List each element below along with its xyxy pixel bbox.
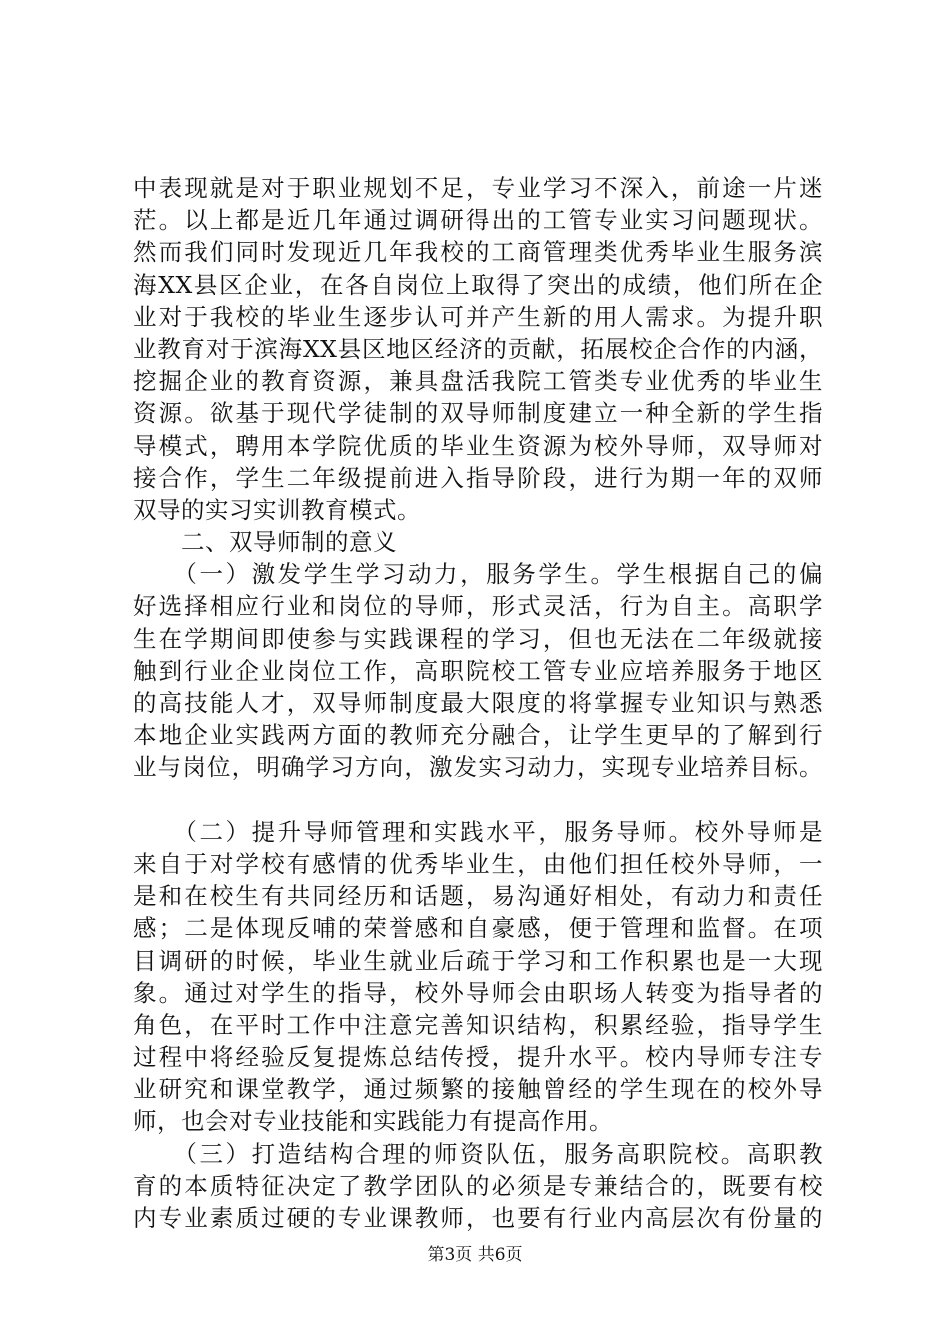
text-line: 生在学期间即使参与实践课程的学习，但也无法在二年级就接 (133, 624, 823, 653)
text-line: （二）提升导师管理和实践水平，服务导师。校外导师是 (133, 817, 823, 846)
text-line: 业教育对于滨海XX县区地区经济的贡献，拓展校企合作的内涵， (133, 334, 823, 363)
text-line: 资源。欲基于现代学徒制的双导师制度建立一种全新的学生指 (133, 399, 823, 428)
text-line: 内专业素质过硬的专业课教师，也要有行业内高层次有份量的 (133, 1204, 823, 1232)
text-line: 二、双导师制的意义 (133, 528, 397, 557)
text-line: 触到行业企业岗位工作，高职院校工管专业应培养服务于地区 (133, 656, 823, 685)
text-line: （三）打造结构合理的师资队伍，服务高职院校。高职教 (133, 1139, 823, 1168)
text-line: 好选择相应行业和岗位的导师，形式灵活，行为自主。高职学 (133, 592, 823, 621)
text-line: 中表现就是对于职业规划不足，专业学习不深入，前途一片迷 (133, 174, 823, 202)
text-line: 业研究和课堂教学，通过频繁的接触曾经的学生现在的校外导 (133, 1075, 823, 1104)
text-line: 导模式，聘用本学院优质的毕业生资源为校外导师，双导师对 (133, 431, 823, 460)
text-line: 茫。以上都是近几年通过调研得出的工管专业实习问题现状。 (133, 206, 823, 235)
text-line: 双导的实习实训教育模式。 (133, 495, 421, 524)
text-line: 师，也会对专业技能和实践能力有提高作用。 (133, 1107, 613, 1136)
text-line: 是和在校生有共同经历和话题，易沟通好相处，有动力和责任 (133, 882, 823, 911)
text-line: 的高技能人才，双导师制度最大限度的将掌握专业知识与熟悉 (133, 689, 823, 717)
text-line: 本地企业实践两方面的教师充分融合，让学生更早的了解到行 (133, 721, 823, 750)
text-line: 挖掘企业的教育资源，兼具盘活我院工管类专业优秀的毕业生 (133, 367, 823, 396)
text-line: 角色，在平时工作中注意完善知识结构，积累经验，指导学生 (133, 1010, 823, 1039)
text-line: 育的本质特征决定了教学团队的必须是专兼结合的，既要有校 (133, 1171, 823, 1200)
paragraph-gap (133, 784, 823, 816)
text-line: 象。通过对学生的指导，校外导师会由职场人转变为指导者的 (133, 978, 823, 1007)
page-footer: 第3页 共6页 (427, 1245, 523, 1265)
text-line: 海XX县区企业，在各自岗位上取得了突出的成绩，他们所在企 (133, 270, 823, 299)
text-line: 目调研的时候，毕业生就业后疏于学习和工作积累也是一大现 (133, 946, 823, 975)
text-line: 过程中将经验反复提炼总结传授，提升水平。校内导师专注专 (133, 1043, 823, 1072)
text-line: 业与岗位，明确学习方向，激发实习动力，实现专业培养目标。 (133, 753, 823, 782)
text-line: （一）激发学生学习动力，服务学生。学生根据自己的偏 (133, 560, 823, 589)
text-line: 业对于我校的毕业生逐步认可并产生新的用人需求。为提升职 (133, 302, 823, 331)
document-body (133, 172, 823, 1234)
text-line: 感；二是体现反哺的荣誉感和自豪感，便于管理和监督。在项 (133, 914, 823, 943)
text-line: 然而我们同时发现近几年我校的工商管理类优秀毕业生服务滨 (133, 238, 823, 267)
text-line: 接合作，学生二年级提前进入指导阶段，进行为期一年的双师 (133, 463, 823, 492)
text-line: 来自于对学校有感情的优秀毕业生，由他们担任校外导师，一 (133, 849, 823, 878)
